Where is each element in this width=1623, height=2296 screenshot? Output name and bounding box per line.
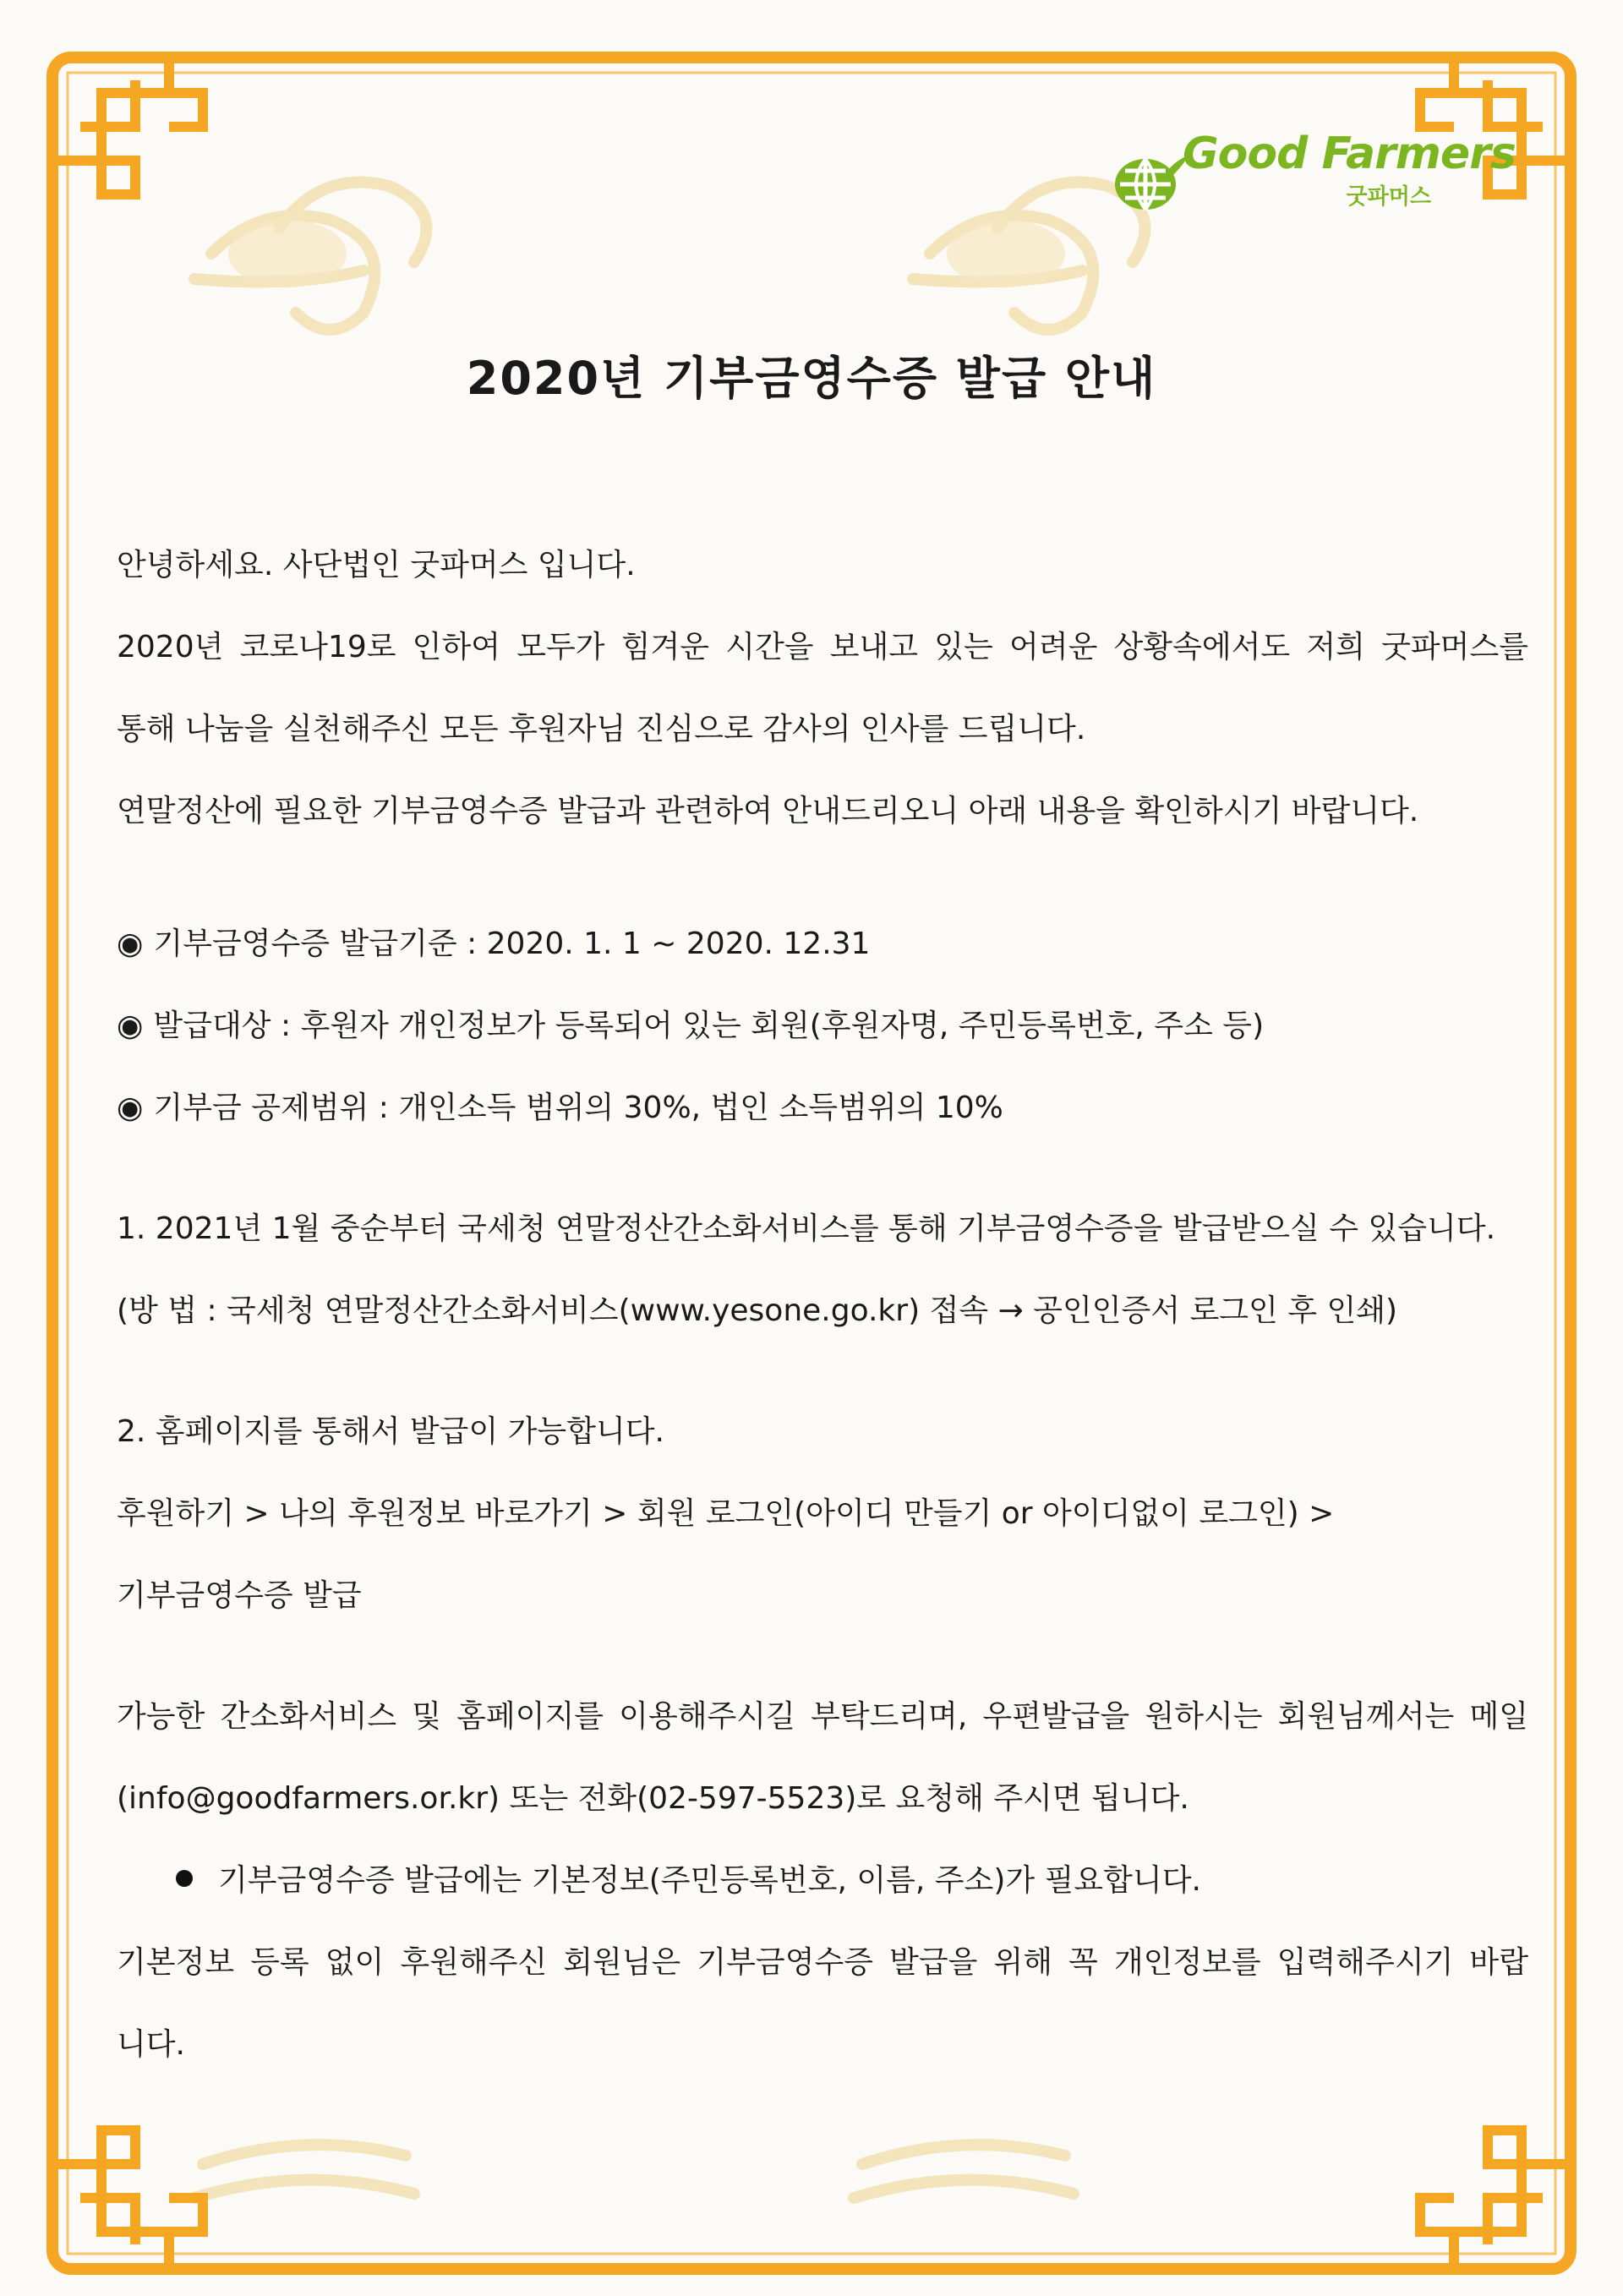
spacer (117, 1352, 1528, 1391)
document-body (117, 524, 1528, 2086)
note-item (117, 1840, 1528, 1922)
intro-line: 연말정산에 필요한 기부금영수증 발급과 관련하여 안내드리오니 아래 내용을 확인하시기 바랍니다. (117, 794, 1419, 828)
final-line: 니다. (117, 2027, 185, 2062)
section2-line: 2. 홈페이지를 통해서 발급이 가능합니다. (117, 1414, 664, 1449)
bullet-dot-icon (176, 1870, 193, 1887)
section1-line: 1. 2021년 1월 중순부터 국세청 연말정산간소화서비스를 통해 기부금영수증을 발급받으실 수 있습니다. (117, 1211, 1496, 1246)
radio-bullet-icon: ◉ (117, 1091, 144, 1125)
radio-bullet-icon: ◉ (117, 927, 144, 961)
spacer (117, 852, 1528, 903)
logo-subname: 굿파머스 (1346, 184, 1431, 210)
intro-line: 통해 나눔을 실천해주신 모든 후원자님 진심으로 감사의 인사를 드립니다. (117, 712, 1086, 746)
closing-line: 가능한 간소화서비스 및 홈페이지를 이용해주시길 부탁드리며, 우편발급을 원하시는 회원님께서는 메일 (117, 1699, 1528, 1734)
criteria-item (117, 985, 1528, 1067)
note-text: 기부금영수증 발급에는 기본정보(주민등록번호, 이름, 주소)가 필요합니다. (218, 1863, 1201, 1898)
spacer (117, 1149, 1528, 1188)
page-title: 2020년 기부금영수증 발급 안내 (466, 352, 1157, 405)
intro-line: 안녕하세요. 사단법인 굿파머스 입니다. (117, 548, 636, 582)
section1-line: (방 법 : 국세청 연말정산간소화서비스(www.yesone.go.kr) 접속 → 공인인증서 로그인 후 인쇄) (117, 1293, 1398, 1328)
section2-line: 기부금영수증 발급 (117, 1578, 362, 1613)
criteria-text: 기부금영수증 발급기준 : 2020. 1. 1 ~ 2020. 12.31 (153, 927, 871, 961)
section2-line: 후원하기 > 나의 후원정보 바로가기 > 회원 로그인(아이디 만들기 or 아이디없이 로그인) > (117, 1496, 1335, 1531)
final-line: 기본정보 등록 없이 후원해주신 회원님은 기부금영수증 발급을 위해 꼭 개인정보를 입력해주시기 바랍 (117, 1945, 1528, 1980)
closing-line: (info@goodfarmers.or.kr) 또는 전화(02-597-5523)로 요청해 주시면 됩니다. (117, 1781, 1189, 1816)
radio-bullet-icon: ◉ (117, 1009, 144, 1043)
logo-name: Good Farmers (1183, 128, 1516, 179)
criteria-item (117, 1067, 1528, 1149)
criteria-text: 기부금 공제범위 : 개인소득 범위의 30%, 법인 소득범위의 10% (153, 1091, 1003, 1125)
criteria-item (117, 903, 1528, 985)
good-farmers-logo (1112, 127, 1516, 220)
spacer (117, 1637, 1528, 1676)
globe-logo-icon (1112, 152, 1188, 211)
intro-line: 2020년 코로나19로 인하여 모두가 힘겨운 시간을 보내고 있는 어려운 상황속에서도 저희 굿파머스를 (117, 630, 1528, 664)
criteria-text: 발급대상 : 후원자 개인정보가 등록되어 있는 회원(후원자명, 주민등록번호, 주소 등) (153, 1009, 1265, 1043)
